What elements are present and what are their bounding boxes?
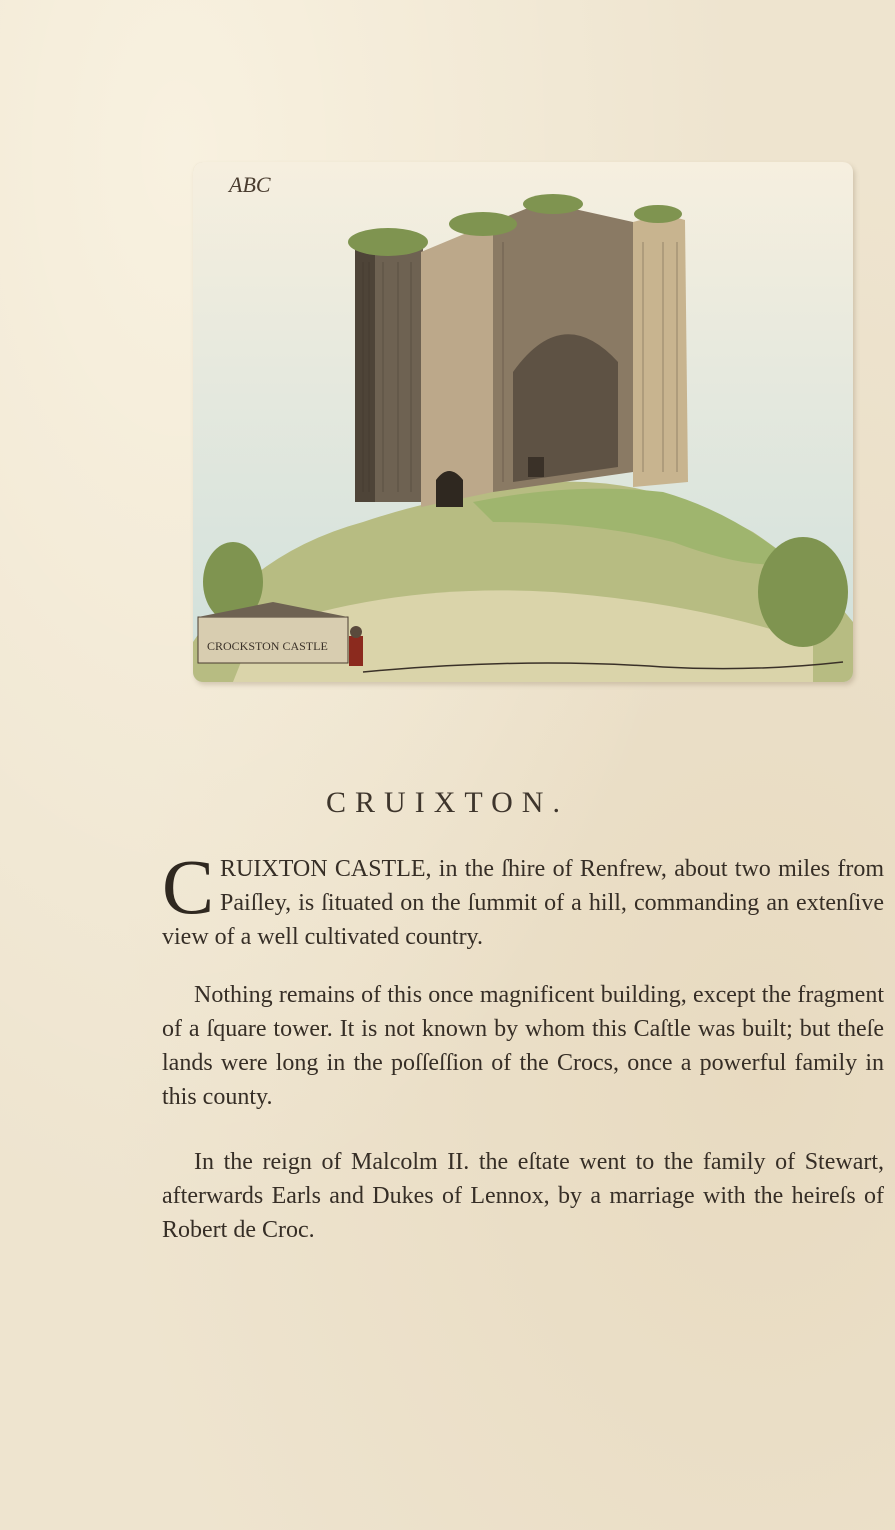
paragraph-3: In the reign of Malcolm II. the eſtate went to the family of Stewart, afterwards Earls and Dukes of Lennox, by a marriage with the heireſs of Robert de Croc. bbox=[162, 1149, 884, 1243]
engraving-plate bbox=[193, 162, 853, 682]
paragraph-2: Nothing remains of this once magnificent building, except the fragment of a ſquare tower. It is not known by whom this Caſtle was built; but theſe lands were long in the poſſeſſion of the Crocs, once a powerful family in this county. bbox=[162, 982, 884, 1110]
castle-ruin-illustration bbox=[193, 162, 853, 682]
drop-cap: C bbox=[162, 843, 215, 930]
paragraph-1 bbox=[162, 843, 884, 954]
doorway bbox=[436, 471, 463, 507]
page-title: CRUIXTON. bbox=[326, 786, 569, 819]
right-tower bbox=[633, 214, 688, 487]
plate-monogram: ABC bbox=[229, 172, 271, 197]
figure bbox=[349, 636, 363, 666]
plate-caption: CROCKSTON CASTLE bbox=[207, 639, 328, 653]
middle-wall bbox=[421, 222, 493, 507]
paragraph-1-text: RUIXTON CASTLE, in the ſhire of Renfrew, about two miles from Paiſley, is ſituated on the ſummit of a hill, commanding an extenſive view of a well cultivated country. bbox=[162, 856, 884, 950]
